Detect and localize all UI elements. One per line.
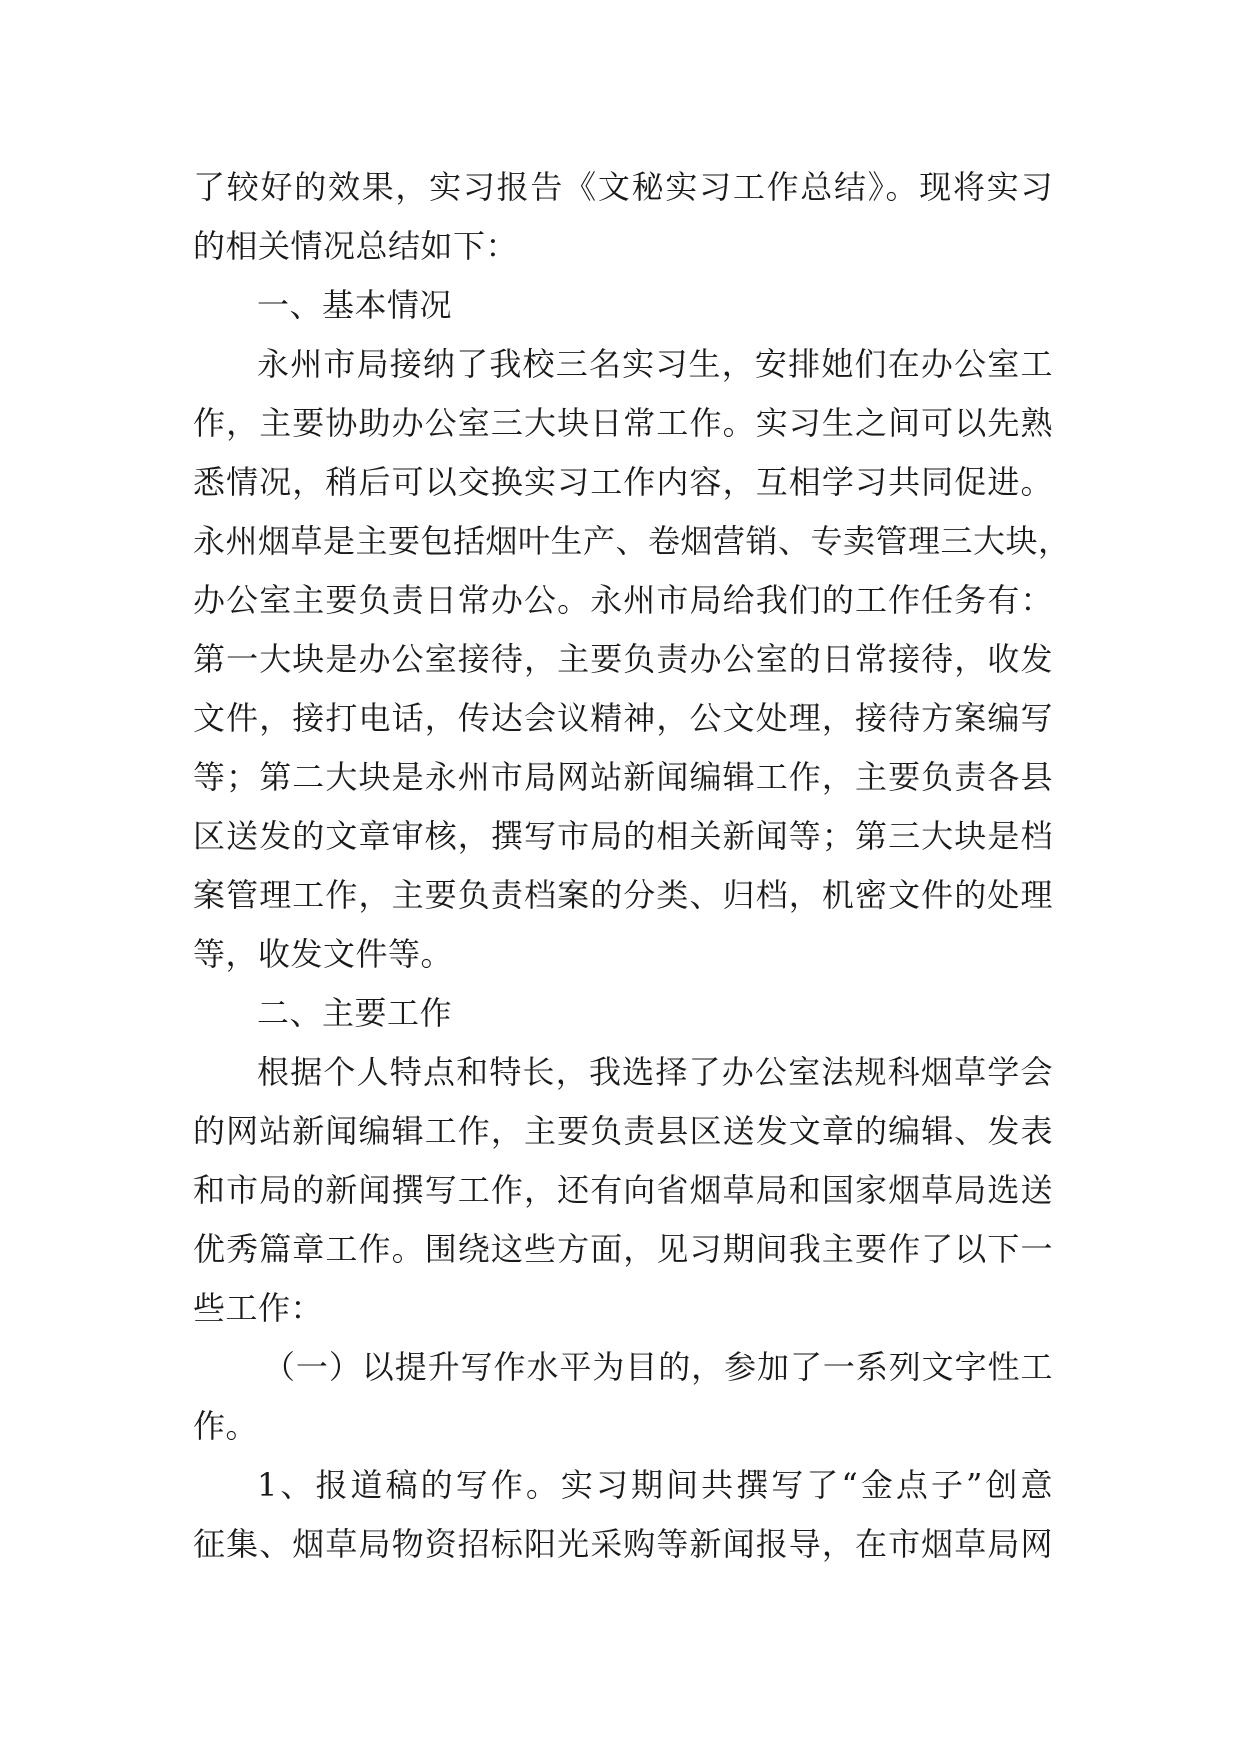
text-line: 些工作： — [193, 1289, 324, 1327]
section-heading: 二、主要工作 — [257, 994, 453, 1032]
text-line: 区送发的文章审核，撰写市局的相关新闻等；第三大块是档 — [193, 817, 1053, 855]
text-line: 的网站新闻编辑工作，主要负责县区送发文章的编辑、发表 — [193, 1112, 1053, 1150]
section-heading: 一、基本情况 — [257, 286, 453, 324]
text-line: 优秀篇章工作。围绕这些方面，见习期间我主要作了以下一 — [193, 1230, 1053, 1268]
text-line: 了较好的效果，实习报告《文秘实习工作总结》。现将实习 — [193, 168, 1053, 206]
text-line: 征集、烟草局物资招标阳光采购等新闻报导，在市烟草局网 — [193, 1525, 1053, 1563]
subsection-heading: （一）以提升写作水平为目的，参加了一系列文字性工 — [263, 1348, 1053, 1386]
text-line: 根据个人特点和特长，我选择了办公室法规科烟草学会 — [257, 1053, 1053, 1091]
text-line: 的相关情况总结如下： — [193, 227, 519, 265]
body-text — [193, 158, 1071, 1574]
text-line: 等，收发文件等。 — [193, 935, 454, 973]
text-line: 办公室主要负责日常办公。永州市局给我们的工作任务有： — [193, 581, 1053, 619]
text-line: 案管理工作，主要负责档案的分类、归档，机密文件的处理 — [193, 876, 1053, 914]
text-line: 永州市局接纳了我校三名实习生，安排她们在办公室工 — [257, 345, 1053, 383]
text-line: 作。 — [193, 1407, 259, 1445]
text-line: 文件，接打电话，传达会议精神，公文处理，接待方案编写 — [193, 699, 1053, 737]
text-line: 悉情况，稍后可以交换实习工作内容，互相学习共同促进。 — [193, 463, 1053, 501]
text-line: 永州烟草是主要包括烟叶生产、卷烟营销、专卖管理三大块， — [193, 522, 1071, 560]
text-line: 1、报道稿的写作。实习期间共撰写了“金点子”创意 — [257, 1466, 1053, 1504]
text-line: 和市局的新闻撰写工作，还有向省烟草局和国家烟草局选送 — [193, 1171, 1053, 1209]
text-line: 等；第二大块是永州市局网站新闻编辑工作，主要负责各县 — [193, 758, 1053, 796]
text-line: 第一大块是办公室接待，主要负责办公室的日常接待，收发 — [193, 640, 1053, 678]
text-line: 作，主要协助办公室三大块日常工作。实习生之间可以先熟 — [193, 404, 1053, 442]
